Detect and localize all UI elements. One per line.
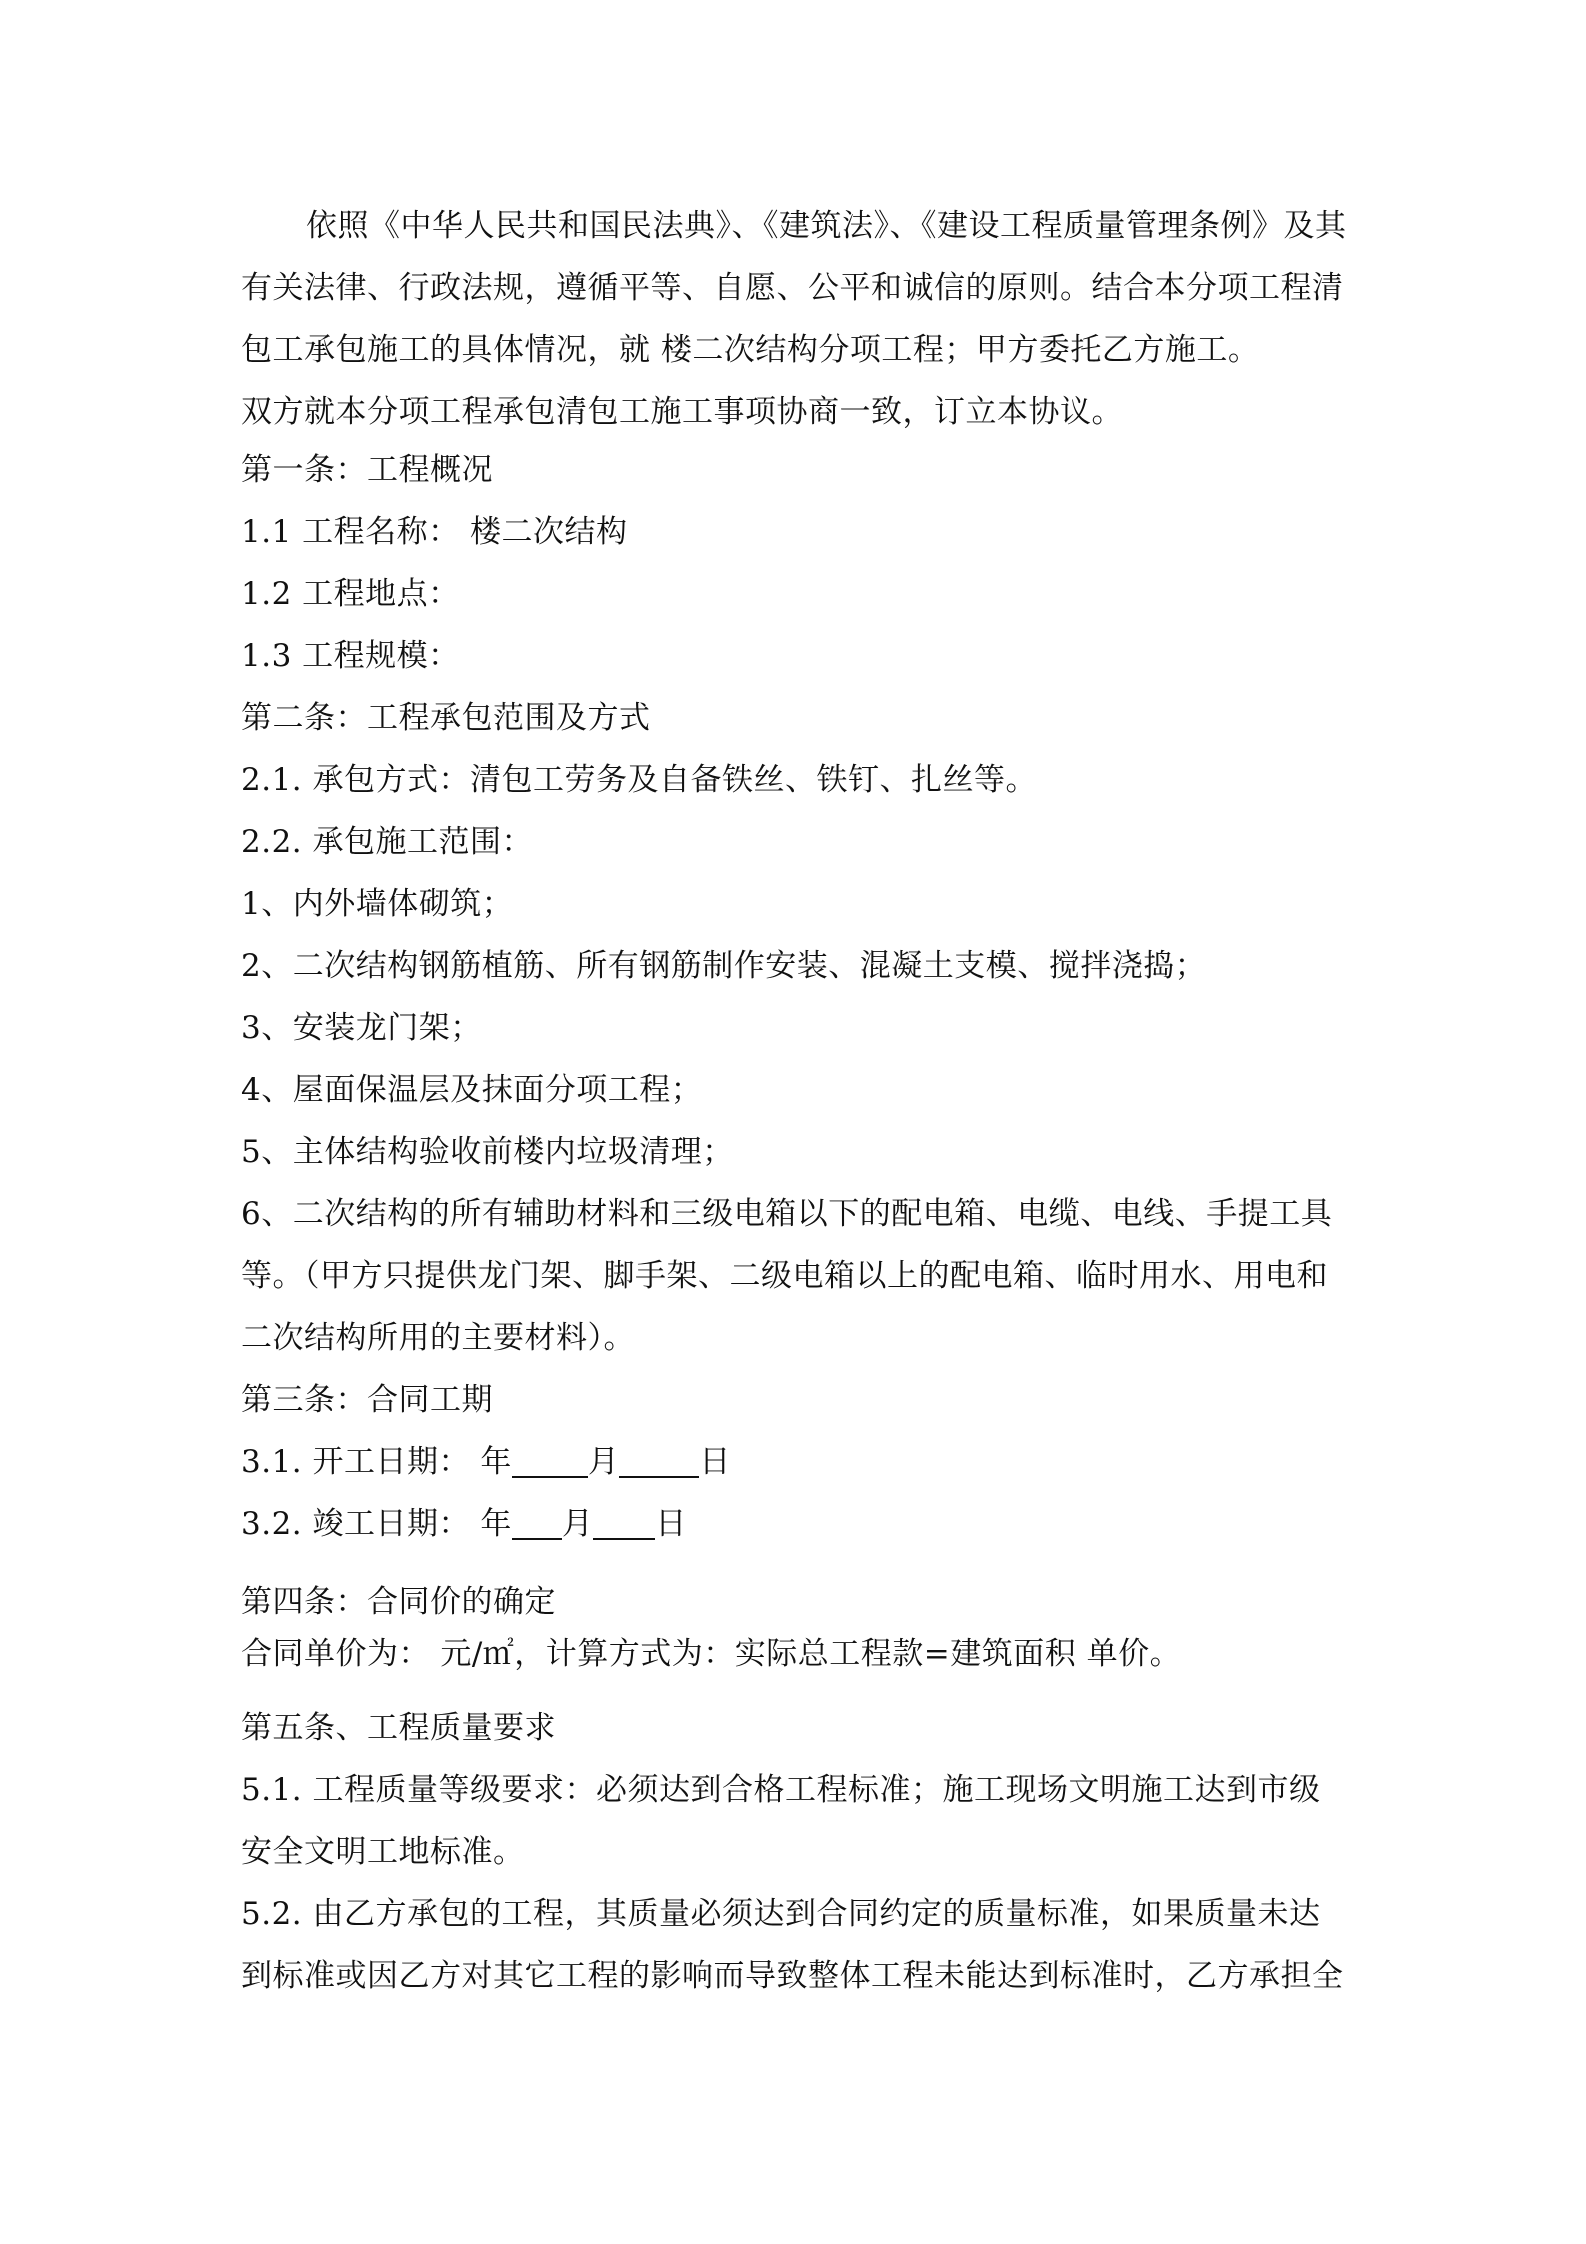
end-month-blank [593,1508,655,1540]
quality-item-1-line-1: 5.1. 工程质量等级要求：必须达到合格工程标准；施工现场文明施工达到市级 [241,1772,1321,1808]
contract-price-line: 合同单价为： 元/㎡，计算方式为：实际总工程款=建筑面积 单价。 [241,1636,1182,1672]
end-day-label: 日 [655,1506,687,1542]
start-date-label: 3.1. 开工日期： 年 [241,1444,512,1480]
article-5-heading: 第五条、工程质量要求 [241,1710,556,1746]
end-date-label: 3.2. 竣工日期： 年 [241,1506,512,1542]
start-date-line [241,1440,1361,1484]
scope-item-1: 1、内外墙体砌筑； [241,886,514,922]
start-month-label: 月 [587,1444,620,1480]
article-4-heading: 第四条：合同价的确定 [241,1584,556,1620]
article-2-item-1: 2.1. 承包方式：清包工劳务及自备铁丝、铁钉、扎丝等。 [241,762,1038,798]
scope-item-6-line-3: 二次结构所用的主要材料）。 [241,1320,635,1356]
end-month-label: 月 [561,1506,594,1542]
intro-line-2: 有关法律、行政法规，遵循平等、自愿、公平和诚信的原则。结合本分项工程清 [241,270,1344,306]
article-3-heading: 第三条：合同工期 [241,1382,493,1418]
start-month-blank [619,1446,699,1478]
article-2-heading: 第二条：工程承包范围及方式 [241,700,651,736]
start-day-label: 日 [699,1444,731,1480]
end-year-blank [512,1508,562,1540]
intro-line-4: 双方就本分项工程承包清包工施工事项协商一致，订立本协议。 [241,394,1123,430]
scope-item-4: 4、屋面保温层及抹面分项工程； [241,1072,703,1108]
scope-item-5: 5、主体结构验收前楼内垃圾清理； [241,1134,734,1170]
intro-line-3: 包工承包施工的具体情况，就 楼二次结构分项工程；甲方委托乙方施工。 [241,332,1260,368]
scope-item-6-line-2: 等。（甲方只提供龙门架、脚手架、二级电箱以上的配电箱、临时用水、用电和 [241,1258,1328,1294]
quality-item-1-line-2: 安全文明工地标准。 [241,1834,525,1870]
quality-item-2-line-1: 5.2. 由乙方承包的工程，其质量必须达到合同约定的质量标准，如果质量未达 [241,1896,1321,1932]
intro-line-1: 依照《中华人民共和国民法典》、《建筑法》、《建设工程质量管理条例》及其 [306,208,1347,244]
article-2-item-2: 2.2. 承包施工范围： [241,824,534,860]
article-1-heading: 第一条：工程概况 [241,452,493,488]
scope-item-6-line-1: 6、二次结构的所有辅助材料和三级电箱以下的配电箱、电缆、电线、手提工具 [241,1196,1333,1232]
start-year-blank [512,1446,588,1478]
scope-item-2: 2、二次结构钢筋植筋、所有钢筋制作安装、混凝土支模、搅拌浇捣； [241,948,1207,984]
scope-item-3: 3、安装龙门架； [241,1010,482,1046]
article-1-item-3: 1.3 工程规模： [241,638,460,674]
end-date-line [241,1502,1361,1546]
article-1-item-1: 1.1 工程名称： 楼二次结构 [241,514,628,550]
quality-item-2-line-2: 到标准或因乙方对其它工程的影响而导致整体工程未能达到标准时，乙方承担全 [241,1958,1344,1994]
article-1-item-2: 1.2 工程地点： [241,576,460,612]
